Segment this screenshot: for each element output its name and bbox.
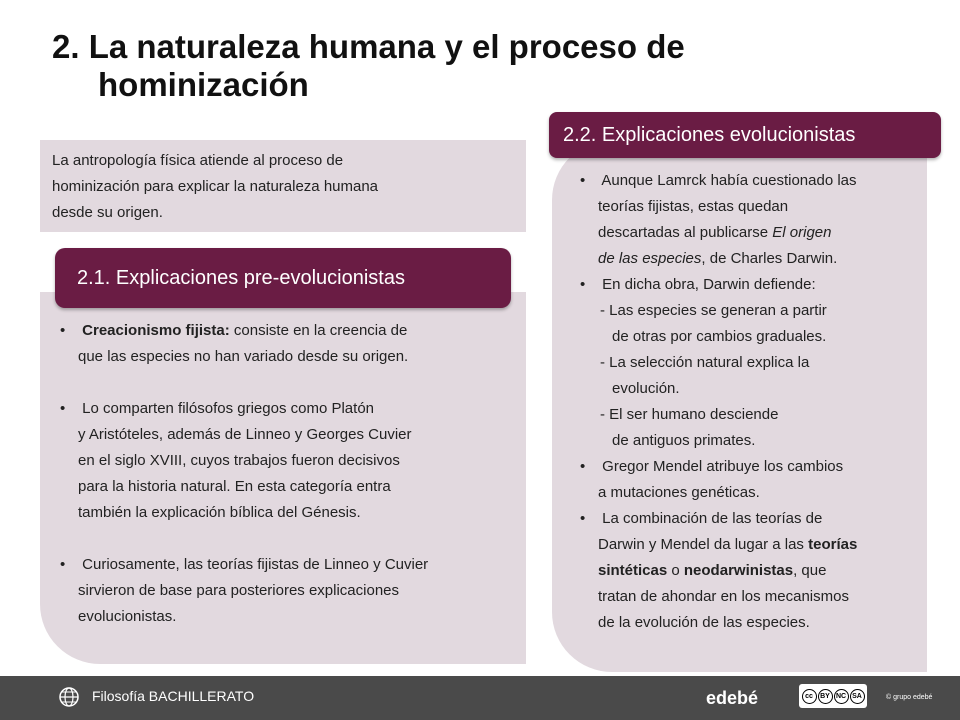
- text: teorías fijistas, estas quedan: [598, 198, 789, 215]
- page-title: [52, 28, 932, 104]
- bold-term: teorías: [808, 536, 858, 553]
- course-label: Filosofía BACHILLERATO: [92, 688, 255, 704]
- text: - La selección natural explica la: [600, 354, 810, 371]
- intro-line: La antropología física atiende al proceso de: [52, 152, 344, 169]
- text: y Aristóteles, además de Linneo y Georges Cuvier: [78, 426, 412, 443]
- text: La combinación de las teorías de: [602, 510, 823, 527]
- text: o: [667, 562, 684, 579]
- text: que las especies no han variado desde su origen.: [78, 348, 409, 365]
- footer-bar: [0, 676, 960, 720]
- title-line-2: hominización: [98, 66, 309, 103]
- text: tratan de ahondar en los mecanismos: [598, 588, 849, 605]
- text: sirvieron de base para posteriores explicaciones: [78, 582, 400, 599]
- left-section-content: [60, 318, 520, 630]
- sub-item: [580, 298, 926, 350]
- left-section-header: 2.1. Explicaciones pre-evolucionistas: [55, 248, 511, 308]
- brand-logo: edebé: [706, 688, 759, 708]
- text: Lo comparten filósofos griegos como Platón: [82, 400, 374, 417]
- right-section-content: [580, 168, 926, 636]
- text: también la explicación bíblica del Génesis.: [78, 504, 361, 521]
- text: Curiosamente, las teorías fijistas de Linneo y Cuvier: [82, 556, 429, 573]
- list-item: [60, 396, 520, 526]
- text: - Las especies se generan a partir: [600, 302, 827, 319]
- text: evolución.: [612, 380, 680, 397]
- bold-term: neodarwinistas: [683, 562, 794, 579]
- license-by: BY: [818, 689, 833, 704]
- text: consiste en la creencia de: [229, 322, 408, 339]
- list-item: [580, 506, 926, 636]
- intro-box: [40, 140, 526, 232]
- text: descartadas al publicarse: [598, 224, 773, 241]
- list-item: [60, 552, 520, 630]
- text: , de Charles Darwin.: [701, 250, 838, 267]
- text: evolucionistas.: [78, 608, 177, 625]
- text: En dicha obra, Darwin defiende:: [602, 276, 816, 293]
- cc-license-badge[interactable]: [799, 684, 867, 708]
- intro-line: desde su origen.: [52, 204, 163, 221]
- book-title: de las especies: [598, 250, 702, 267]
- list-item: [580, 272, 926, 298]
- bold-term: Creacionismo fijista:: [82, 322, 230, 339]
- list-item: [60, 318, 520, 370]
- copyright-text: © grupo edebé: [886, 694, 933, 701]
- text: Gregor Mendel atribuye los cambios: [602, 458, 844, 475]
- right-section-header: 2.2. Explicaciones evolucionistas: [549, 112, 941, 158]
- intro-line: hominización para explicar la naturaleza humana: [52, 178, 379, 195]
- globe-icon: [58, 686, 80, 708]
- text: para la historia natural. En esta categoría entra: [78, 478, 391, 495]
- text: de otras por cambios graduales.: [612, 328, 827, 345]
- list-item: [580, 168, 926, 272]
- book-title: El origen: [772, 224, 832, 241]
- text: Aunque Lamrck había cuestionado las: [601, 172, 857, 189]
- list-item: [580, 454, 926, 506]
- sub-item: [580, 350, 926, 402]
- title-line-1: 2. La naturaleza humana y el proceso de: [52, 28, 685, 65]
- text: de la evolución de las especies.: [598, 614, 810, 631]
- cc-icon: cc: [802, 689, 817, 704]
- text: de antiguos primates.: [612, 432, 756, 449]
- text: en el siglo XVIII, cuyos trabajos fueron decisivos: [78, 452, 400, 469]
- license-nc: NC: [834, 689, 849, 704]
- text: a mutaciones genéticas.: [598, 484, 760, 501]
- text: - El ser humano desciende: [600, 406, 779, 423]
- sub-item: [580, 402, 926, 454]
- text: , que: [793, 562, 827, 579]
- license-sa: SA: [850, 689, 865, 704]
- bold-term: sintéticas: [598, 562, 668, 579]
- text: Darwin y Mendel da lugar a las: [598, 536, 809, 553]
